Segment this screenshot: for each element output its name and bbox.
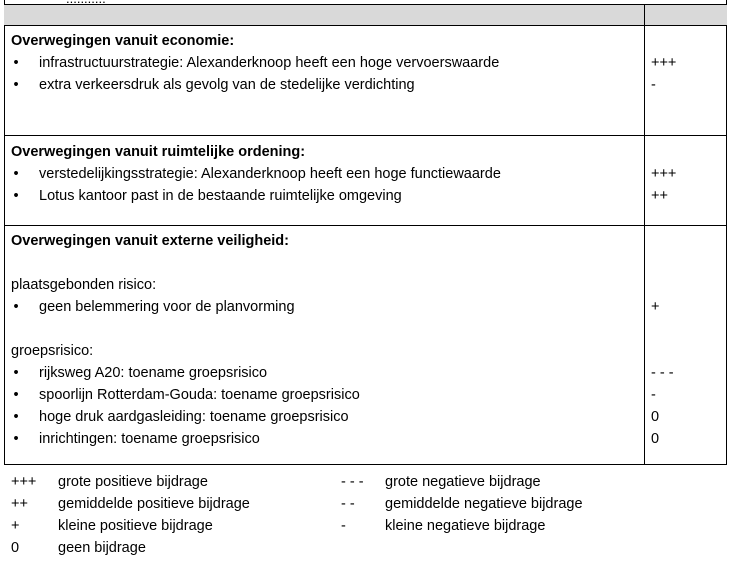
legend-text: gemiddelde negatieve bijdrage [385, 496, 583, 512]
score-value: 0 [651, 409, 660, 425]
item-text: inrichtingen: toename groepsrisico [39, 431, 260, 447]
bullet: • [13, 387, 19, 403]
item-text: Lotus kantoor past in de bestaande ruimtelijke omgeving [39, 188, 402, 204]
legend-row [11, 493, 721, 515]
legend-row [11, 537, 721, 559]
list-item [11, 428, 631, 450]
item-text: spoorlijn Rotterdam-Gouda: toename groepsrisico [39, 387, 360, 403]
subsection-label: groepsrisico: [11, 343, 94, 359]
item-text: verstedelijkingsstrategie: Alexanderknoop heeft een hoge functiewaarde [39, 166, 501, 182]
legend-text: grote negatieve bijdrage [385, 474, 541, 490]
legend-symbol: - [341, 518, 346, 534]
legend-text: gemiddelde positieve bijdrage [58, 496, 250, 512]
bullet: • [13, 188, 19, 204]
section-title: Overwegingen vanuit ruimtelijke ordening: [11, 144, 306, 160]
legend-row [11, 515, 721, 537]
item-text: rijksweg A20: toename groepsrisico [39, 365, 268, 381]
row-divider [4, 135, 727, 136]
bullet: • [13, 365, 19, 381]
legend-symbol: - - [341, 496, 355, 512]
legend-text: kleine negatieve bijdrage [385, 518, 546, 534]
legend-symbol: - - - [341, 474, 364, 490]
legend-symbol: ++ [11, 496, 28, 512]
legend-symbol: 0 [11, 540, 20, 556]
section-ruimtelijke-ordening [11, 141, 631, 207]
legend-symbol: + [11, 518, 20, 534]
score-value: - [651, 77, 656, 93]
legend-text: geen bijdrage [58, 540, 146, 556]
legend-row [11, 471, 721, 493]
score-value: - - - [651, 365, 674, 381]
list-item [11, 296, 631, 318]
subsection-label: plaatsgebonden risico: [11, 277, 157, 293]
spacer [11, 252, 631, 274]
table-header-row [4, 4, 727, 26]
bullet: • [13, 409, 19, 425]
list-item [11, 362, 631, 384]
item-text: geen belemmering voor de planvorming [39, 299, 295, 315]
bullet: • [13, 166, 19, 182]
row-divider [4, 225, 727, 226]
section-title: Overwegingen vanuit economie: [11, 33, 235, 49]
item-text: hoge druk aardgasleiding: toename groepsrisico [39, 409, 349, 425]
bullet: • [13, 299, 19, 315]
score-value: - [651, 387, 656, 403]
list-item [11, 52, 631, 74]
score-value: +++ [651, 166, 677, 182]
list-item [11, 384, 631, 406]
section-economie [11, 30, 631, 96]
list-item [11, 163, 631, 185]
section-title: Overwegingen vanuit externe veiligheid: [11, 233, 289, 249]
legend [11, 471, 721, 559]
section-externe-veiligheid [11, 230, 631, 450]
score-value: 0 [651, 431, 660, 447]
score-value: ++ [651, 188, 668, 204]
spacer [11, 318, 631, 340]
bullet: • [13, 77, 19, 93]
score-value: +++ [651, 55, 677, 71]
item-text: extra verkeersdruk als gevolg van de stedelijke verdichting [39, 77, 415, 93]
list-item [11, 185, 631, 207]
list-item [11, 74, 631, 96]
item-text: infrastructuurstrategie: Alexanderknoop heeft een hoge vervoerswaarde [39, 55, 500, 71]
legend-text: kleine positieve bijdrage [58, 518, 213, 534]
bullet: • [13, 55, 19, 71]
bullet: • [13, 431, 19, 447]
legend-text: grote positieve bijdrage [58, 474, 208, 490]
list-item [11, 406, 631, 428]
column-divider [644, 4, 645, 465]
legend-symbol: +++ [11, 474, 37, 490]
score-value: + [651, 299, 660, 315]
